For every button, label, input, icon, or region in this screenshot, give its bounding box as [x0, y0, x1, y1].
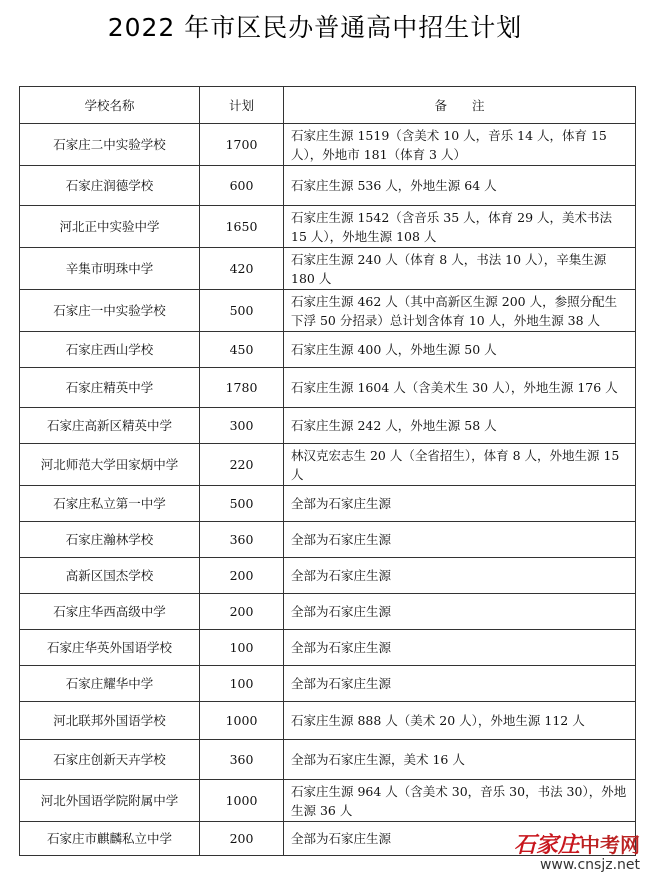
table-row — [20, 630, 636, 666]
watermark — [514, 835, 640, 872]
school-name-cell: 石家庄华西高级中学 — [20, 594, 200, 630]
table-row — [20, 558, 636, 594]
note-cell: 全部为石家庄生源 — [284, 522, 636, 558]
school-name-cell: 石家庄二中实验学校 — [20, 124, 200, 166]
school-name-cell: 河北正中实验中学 — [20, 206, 200, 248]
note-cell: 石家庄生源 1604 人（含美术生 30 人），外地生源 176 人 — [284, 368, 636, 408]
table-row — [20, 368, 636, 408]
note-cell: 全部为石家庄生源 — [284, 822, 636, 856]
note-cell: 石家庄生源 888 人（美术 20 人），外地生源 112 人 — [284, 702, 636, 740]
school-name-cell: 辛集市明珠中学 — [20, 248, 200, 290]
plan-count-cell: 1780 — [200, 368, 284, 408]
note-cell: 全部为石家庄生源，美术 16 人 — [284, 740, 636, 780]
school-name-cell: 石家庄华英外国语学校 — [20, 630, 200, 666]
note-cell: 石家庄生源 964 人（含美术 30，音乐 30，书法 30），外地生源 36 人 — [284, 780, 636, 822]
school-name-cell: 石家庄高新区精英中学 — [20, 408, 200, 444]
table-row — [20, 166, 636, 206]
plan-count-cell: 1700 — [200, 124, 284, 166]
school-name-cell: 石家庄私立第一中学 — [20, 486, 200, 522]
page-title: 2022 年市区民办普通高中招生计划 — [107, 13, 523, 42]
table-row — [20, 290, 636, 332]
table-row — [20, 206, 636, 248]
table-row — [20, 666, 636, 702]
school-name-cell: 石家庄西山学校 — [20, 332, 200, 368]
note-cell: 全部为石家庄生源 — [284, 594, 636, 630]
table-row — [20, 522, 636, 558]
note-cell: 石家庄生源 1542（含音乐 35 人，体育 29 人，美术书法 15 人），外地生源 108 人 — [284, 206, 636, 248]
column-header-plan: 计划 — [200, 87, 284, 124]
plan-count-cell: 420 — [200, 248, 284, 290]
school-name-cell: 石家庄创新天卉学校 — [20, 740, 200, 780]
table-body — [20, 124, 636, 856]
note-cell: 石家庄生源 1519（含美术 10 人，音乐 14 人，体育 15 人），外地市 181（体育 3 人） — [284, 124, 636, 166]
note-cell: 石家庄生源 240 人（体育 8 人，书法 10 人），辛集生源 180 人 — [284, 248, 636, 290]
note-cell: 石家庄生源 462 人（其中高新区生源 200 人，参照分配生下浮 50 分招录）总计划含体育 10 人，外地生源 38 人 — [284, 290, 636, 332]
watermark-logo — [514, 835, 640, 857]
table-row — [20, 408, 636, 444]
school-name-cell: 石家庄市麒麟私立中学 — [20, 822, 200, 856]
plan-count-cell: 220 — [200, 444, 284, 486]
table-header-row — [20, 87, 636, 124]
note-cell: 林汉克宏志生 20 人（全省招生），体育 8 人，外地生源 15 人 — [284, 444, 636, 486]
watermark-brand-left: 石家庄 — [513, 833, 580, 858]
plan-count-cell: 100 — [200, 666, 284, 702]
table-row — [20, 740, 636, 780]
note-cell: 全部为石家庄生源 — [284, 666, 636, 702]
plan-count-cell: 100 — [200, 630, 284, 666]
school-name-cell: 河北联邦外国语学校 — [20, 702, 200, 740]
plan-count-cell: 360 — [200, 522, 284, 558]
note-cell: 全部为石家庄生源 — [284, 630, 636, 666]
enrollment-plan-table — [19, 86, 636, 856]
plan-count-cell: 1650 — [200, 206, 284, 248]
school-name-cell: 河北外国语学院附属中学 — [20, 780, 200, 822]
table-row — [20, 594, 636, 630]
table-row — [20, 702, 636, 740]
school-name-cell: 石家庄润德学校 — [20, 166, 200, 206]
watermark-brand-right: 中考网 — [580, 833, 640, 857]
table-row — [20, 486, 636, 522]
table-row — [20, 124, 636, 166]
plan-count-cell: 500 — [200, 486, 284, 522]
plan-count-cell: 1000 — [200, 702, 284, 740]
school-name-cell: 石家庄精英中学 — [20, 368, 200, 408]
column-header-school: 学校名称 — [20, 87, 200, 124]
plan-count-cell: 600 — [200, 166, 284, 206]
plan-count-cell: 300 — [200, 408, 284, 444]
note-cell: 石家庄生源 536 人，外地生源 64 人 — [284, 166, 636, 206]
school-name-cell: 石家庄耀华中学 — [20, 666, 200, 702]
school-name-cell: 河北师范大学田家炳中学 — [20, 444, 200, 486]
school-name-cell: 石家庄一中实验学校 — [20, 290, 200, 332]
plan-count-cell: 360 — [200, 740, 284, 780]
note-cell: 石家庄生源 242 人，外地生源 58 人 — [284, 408, 636, 444]
watermark-url: www.cnsjz.net — [539, 857, 640, 873]
table-row — [20, 444, 636, 486]
plan-count-cell: 450 — [200, 332, 284, 368]
plan-count-cell: 200 — [200, 822, 284, 856]
plan-count-cell: 1000 — [200, 780, 284, 822]
school-name-cell: 高新区国杰学校 — [20, 558, 200, 594]
note-cell: 石家庄生源 400 人，外地生源 50 人 — [284, 332, 636, 368]
school-name-cell: 石家庄瀚林学校 — [20, 522, 200, 558]
table-row — [20, 780, 636, 822]
plan-count-cell: 500 — [200, 290, 284, 332]
plan-count-cell: 200 — [200, 594, 284, 630]
note-cell: 全部为石家庄生源 — [284, 558, 636, 594]
table-row — [20, 248, 636, 290]
plan-count-cell: 200 — [200, 558, 284, 594]
note-cell: 全部为石家庄生源 — [284, 486, 636, 522]
table-row — [20, 332, 636, 368]
column-header-note: 备 注 — [284, 87, 636, 124]
